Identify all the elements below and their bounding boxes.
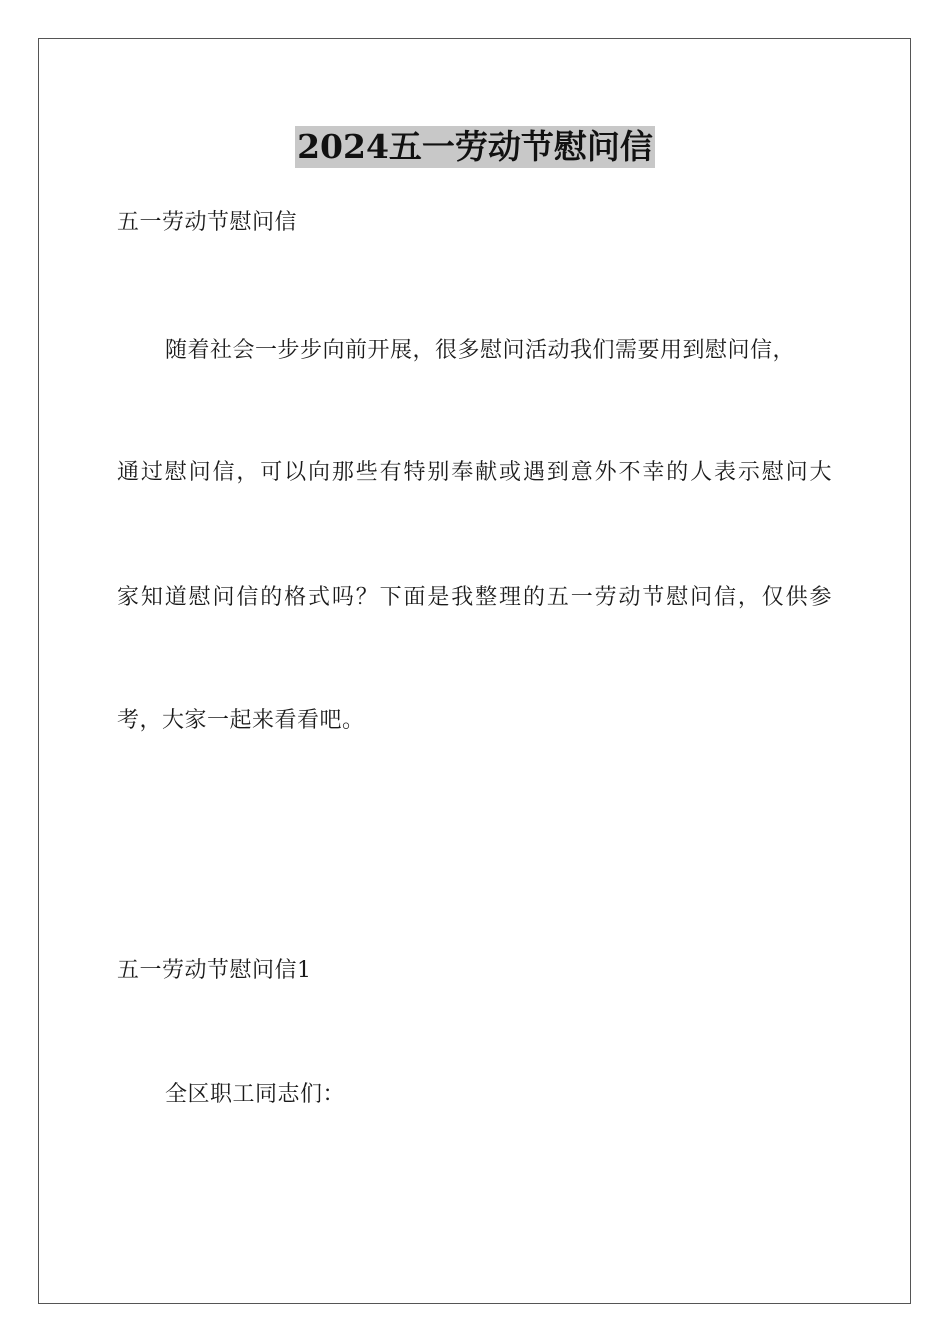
intro-line-4: 考，大家一起来看看吧。 <box>117 708 365 733</box>
intro-line-3: 家知道慰问信的格式吗？下面是我整理的五一劳动节慰问信，仅供参 <box>117 585 832 610</box>
intro-line-2: 通过慰问信，可以向那些有特别奉献或遇到意外不幸的人表示慰问大 <box>117 460 832 485</box>
document-title: 2024五一劳动节慰问信 <box>297 127 653 166</box>
section-heading: 五一劳动节慰问信1 <box>117 958 312 983</box>
document-subtitle: 五一劳动节慰问信 <box>117 210 298 235</box>
title-wrapper <box>0 126 950 168</box>
salutation: 全区职工同志们： <box>165 1082 346 1107</box>
intro-line-1: 随着社会一步步向前开展，很多慰问活动我们需要用到慰问信， <box>165 338 796 363</box>
